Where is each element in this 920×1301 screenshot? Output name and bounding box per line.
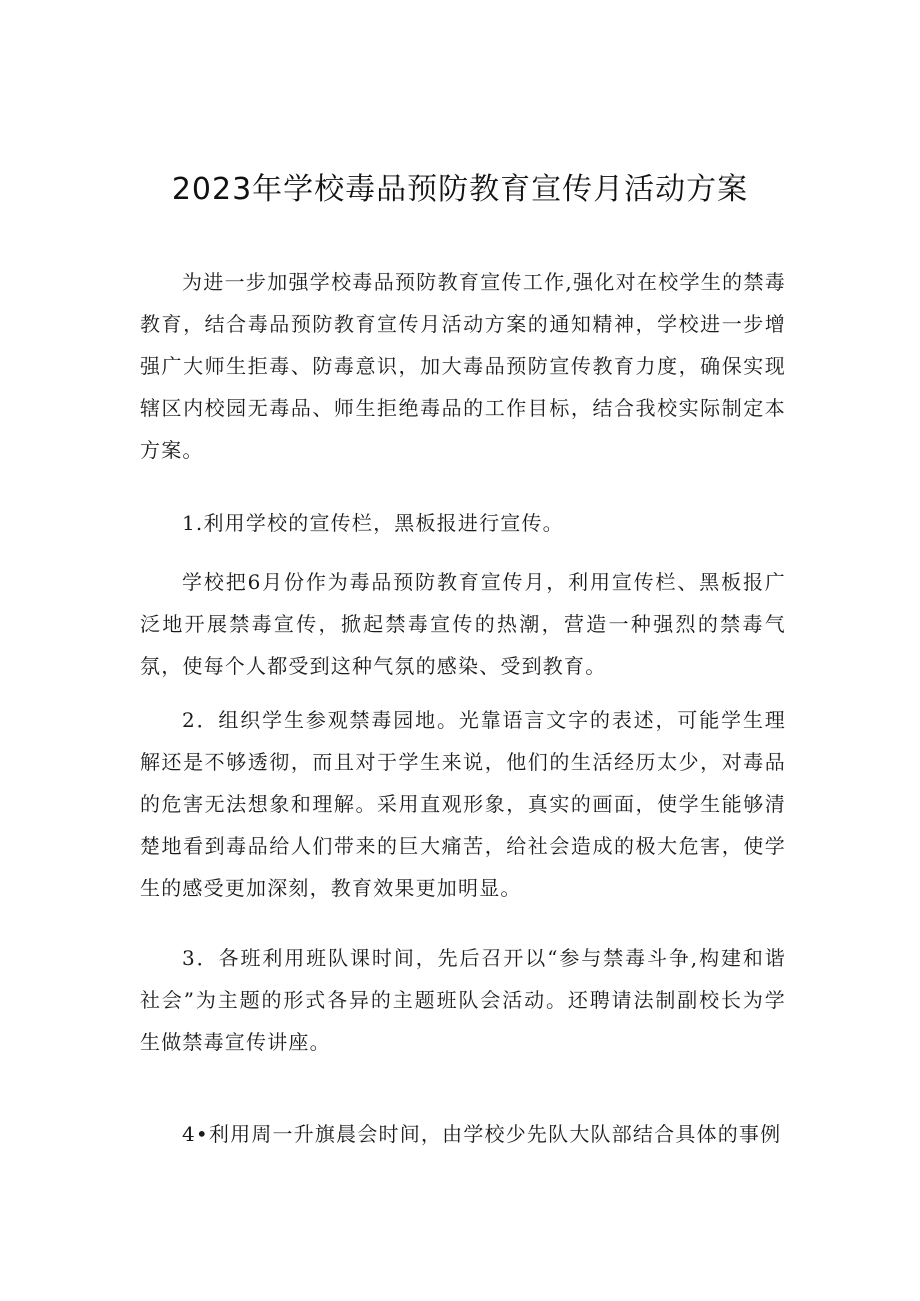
paragraph-item-4 <box>140 1113 786 1155</box>
paragraph-item-3 <box>140 937 786 1063</box>
paragraph-item-1-heading <box>140 502 786 544</box>
paragraph-item-1-detail <box>140 561 786 687</box>
paragraph-text: 1.利用学校的宣传栏，黑板报进行宣传。 <box>182 511 564 535</box>
document-title: 2023年学校毒品预防教育宣传月活动方案 <box>171 172 749 207</box>
paragraph-text: 学校把6月份作为毒品预防教育宣传月，利用宣传栏、黑板报广泛地开展禁毒宣传，掀起禁毒宣传的热潮，营造一种强烈的禁毒气氛，使每个人都受到这种气氛的感染、受到教育。 <box>140 570 786 678</box>
paragraph-intro <box>140 261 786 471</box>
paragraph-item-2 <box>140 699 786 909</box>
paragraph-text: 为进一步加强学校毒品预防教育宣传工作,强化对在校学生的禁毒教育，结合毒品预防教育宣传月活动方案的通知精神，学校进一步增强广大师生拒毒、防毒意识，加大毒品预防宣传教育力度，确保实现辖区内校园无毒品、师生拒绝毒品的工作目标，结合我校实际制定本方案。 <box>140 270 786 462</box>
paragraph-text: 3．各班利用班队课时间，先后召开以“参与禁毒斗争,构建和谐社会”为主题的形式各异的主题班队会活动。还聘请法制副校长为学生做禁毒宣传讲座。 <box>140 946 786 1054</box>
paragraph-text: 2．组织学生参观禁毒园地。光靠语言文字的表述，可能学生理解还是不够透彻，而且对于学生来说，他们的生活经历太少，对毒品的危害无法想象和理解。采用直观形象，真实的画面，使学生能够清楚地看到毒品给人们带来的巨大痛苦，给社会造成的极大危害，使学生的感受更加深刻，教育效果更加明显。 <box>140 708 786 900</box>
paragraph-text: 4•利用周一升旗晨会时间，由学校少先队大队部结合具体的事例 <box>182 1122 782 1146</box>
